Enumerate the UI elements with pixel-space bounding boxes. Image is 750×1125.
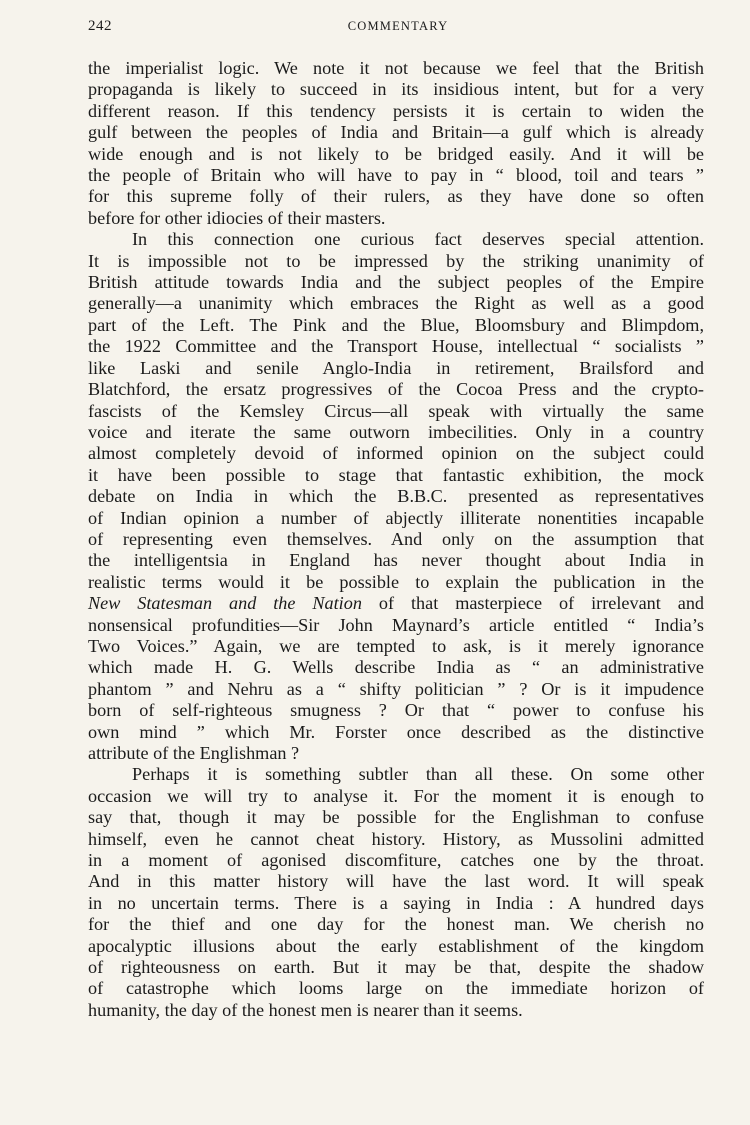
text-line: for the thief and one day for the honest man. We cherish no <box>88 914 704 935</box>
paragraph <box>88 58 704 229</box>
text-line: fascists of the Kemsley Circus—all speak with virtually the same <box>88 400 704 421</box>
text-line: own mind ” which Mr. Forster once described as the distinctive <box>88 721 704 742</box>
line-remainder: of that masterpiece of irrelevant and <box>361 593 705 614</box>
text-line: the intelligentsia in England has never thought about India in <box>88 550 704 571</box>
running-title: COMMENTARY <box>347 19 449 33</box>
text-line: before for other idiocies of their masters. <box>88 207 386 228</box>
text-line: gulf between the peoples of India and Britain—a gulf which is already <box>88 122 704 143</box>
text-line: it have been possible to stage that fantastic exhibition, the mock <box>88 464 704 485</box>
text-line: part of the Left. The Pink and the Blue, Bloomsbury and Blimpdom, <box>88 314 704 335</box>
text-line: realistic terms would it be possible to explain the publication in the <box>88 571 704 592</box>
text-line: almost completely devoid of informed opinion on the subject could <box>88 443 704 464</box>
text-line: of representing even themselves. And only on the assumption that <box>88 528 704 549</box>
text-line: the 1922 Committee and the Transport House, intellectual “ socialists ” <box>88 336 704 357</box>
running-head <box>88 18 708 40</box>
text-line: British attitude towards India and the subject peoples of the Empire <box>88 272 704 293</box>
text-line: Two Voices.” Again, we are tempted to ask, is it merely ignorance <box>88 635 704 656</box>
text-line: different reason. If this tendency persists it is certain to widen the <box>88 100 704 121</box>
text-line: attribute of the Englishman ? <box>88 743 300 763</box>
text-line: voice and iterate the same outworn imbecilities. Only in a country <box>88 421 704 442</box>
text-line: propaganda is likely to succeed in its insidious intent, but for a very <box>88 79 704 100</box>
text-line: the people of Britain who will have to pay in “ blood, toil and tears ” <box>88 165 704 186</box>
text-line: in no uncertain terms. There is a saying in India : A hundred days <box>88 892 704 913</box>
text-line: of Indian opinion a number of abjectly illiterate nonentities incapable <box>88 507 704 528</box>
text-line: apocalyptic illusions about the early establishment of the kingdom <box>88 935 704 956</box>
page-number: 242 <box>88 18 112 34</box>
text-line: of catastrophe which looms large on the immediate horizon of <box>88 978 704 999</box>
text-line: which made H. G. Wells describe India as “ an administrative <box>88 657 704 678</box>
text-line: And in this matter history will have the last word. It will speak <box>88 871 704 892</box>
text-line: humanity, the day of the honest men is nearer than it seems. <box>88 999 523 1020</box>
text-line: the imperialist logic. We note it not because we feel that the British <box>88 58 704 78</box>
text-line: In this connection one curious fact deserves special attention. <box>132 229 704 250</box>
text-line: like Laski and senile Anglo-India in retirement, Brailsford and <box>88 357 704 378</box>
text-line: Perhaps it is something subtler than all these. On some other <box>132 764 704 785</box>
body-text <box>88 58 704 1021</box>
text-line <box>88 593 704 614</box>
text-line: debate on India in which the B.B.C. presented as representatives <box>88 486 704 507</box>
text-line: himself, even he cannot cheat history. History, as Mussolini admitted <box>88 828 704 849</box>
text-line: say that, though it may be possible for the Englishman to confuse <box>88 807 704 828</box>
text-line: wide enough and is not likely to be bridged easily. And it will be <box>88 143 704 164</box>
text-line: generally—a unanimity which embraces the Right as well as a good <box>88 293 704 314</box>
paragraph <box>88 229 704 764</box>
text-line: Blatchford, the ersatz progressives of the Cocoa Press and the crypto- <box>88 379 704 400</box>
text-line: It is impossible not to be impressed by the striking unanimity of <box>88 250 704 271</box>
text-line: of righteousness on earth. But it may be that, despite the shadow <box>88 957 704 978</box>
text-line: for this supreme folly of their rulers, as they have done so often <box>88 186 704 207</box>
text-line: occasion we will try to analyse it. For the moment it is enough to <box>88 785 704 806</box>
publication-title: New Statesman and the Nation <box>88 593 362 614</box>
paragraph <box>88 764 704 1021</box>
text-line: born of self-righteous smugness ? Or that “ power to confuse his <box>88 700 704 721</box>
text-line: phantom ” and Nehru as a “ shifty politician ” ? Or is it impudence <box>88 678 704 699</box>
text-line: nonsensical profundities—Sir John Maynard’s article entitled “ India’s <box>88 614 704 635</box>
text-line: in a moment of agonised discomfiture, catches one by the throat. <box>88 850 704 871</box>
